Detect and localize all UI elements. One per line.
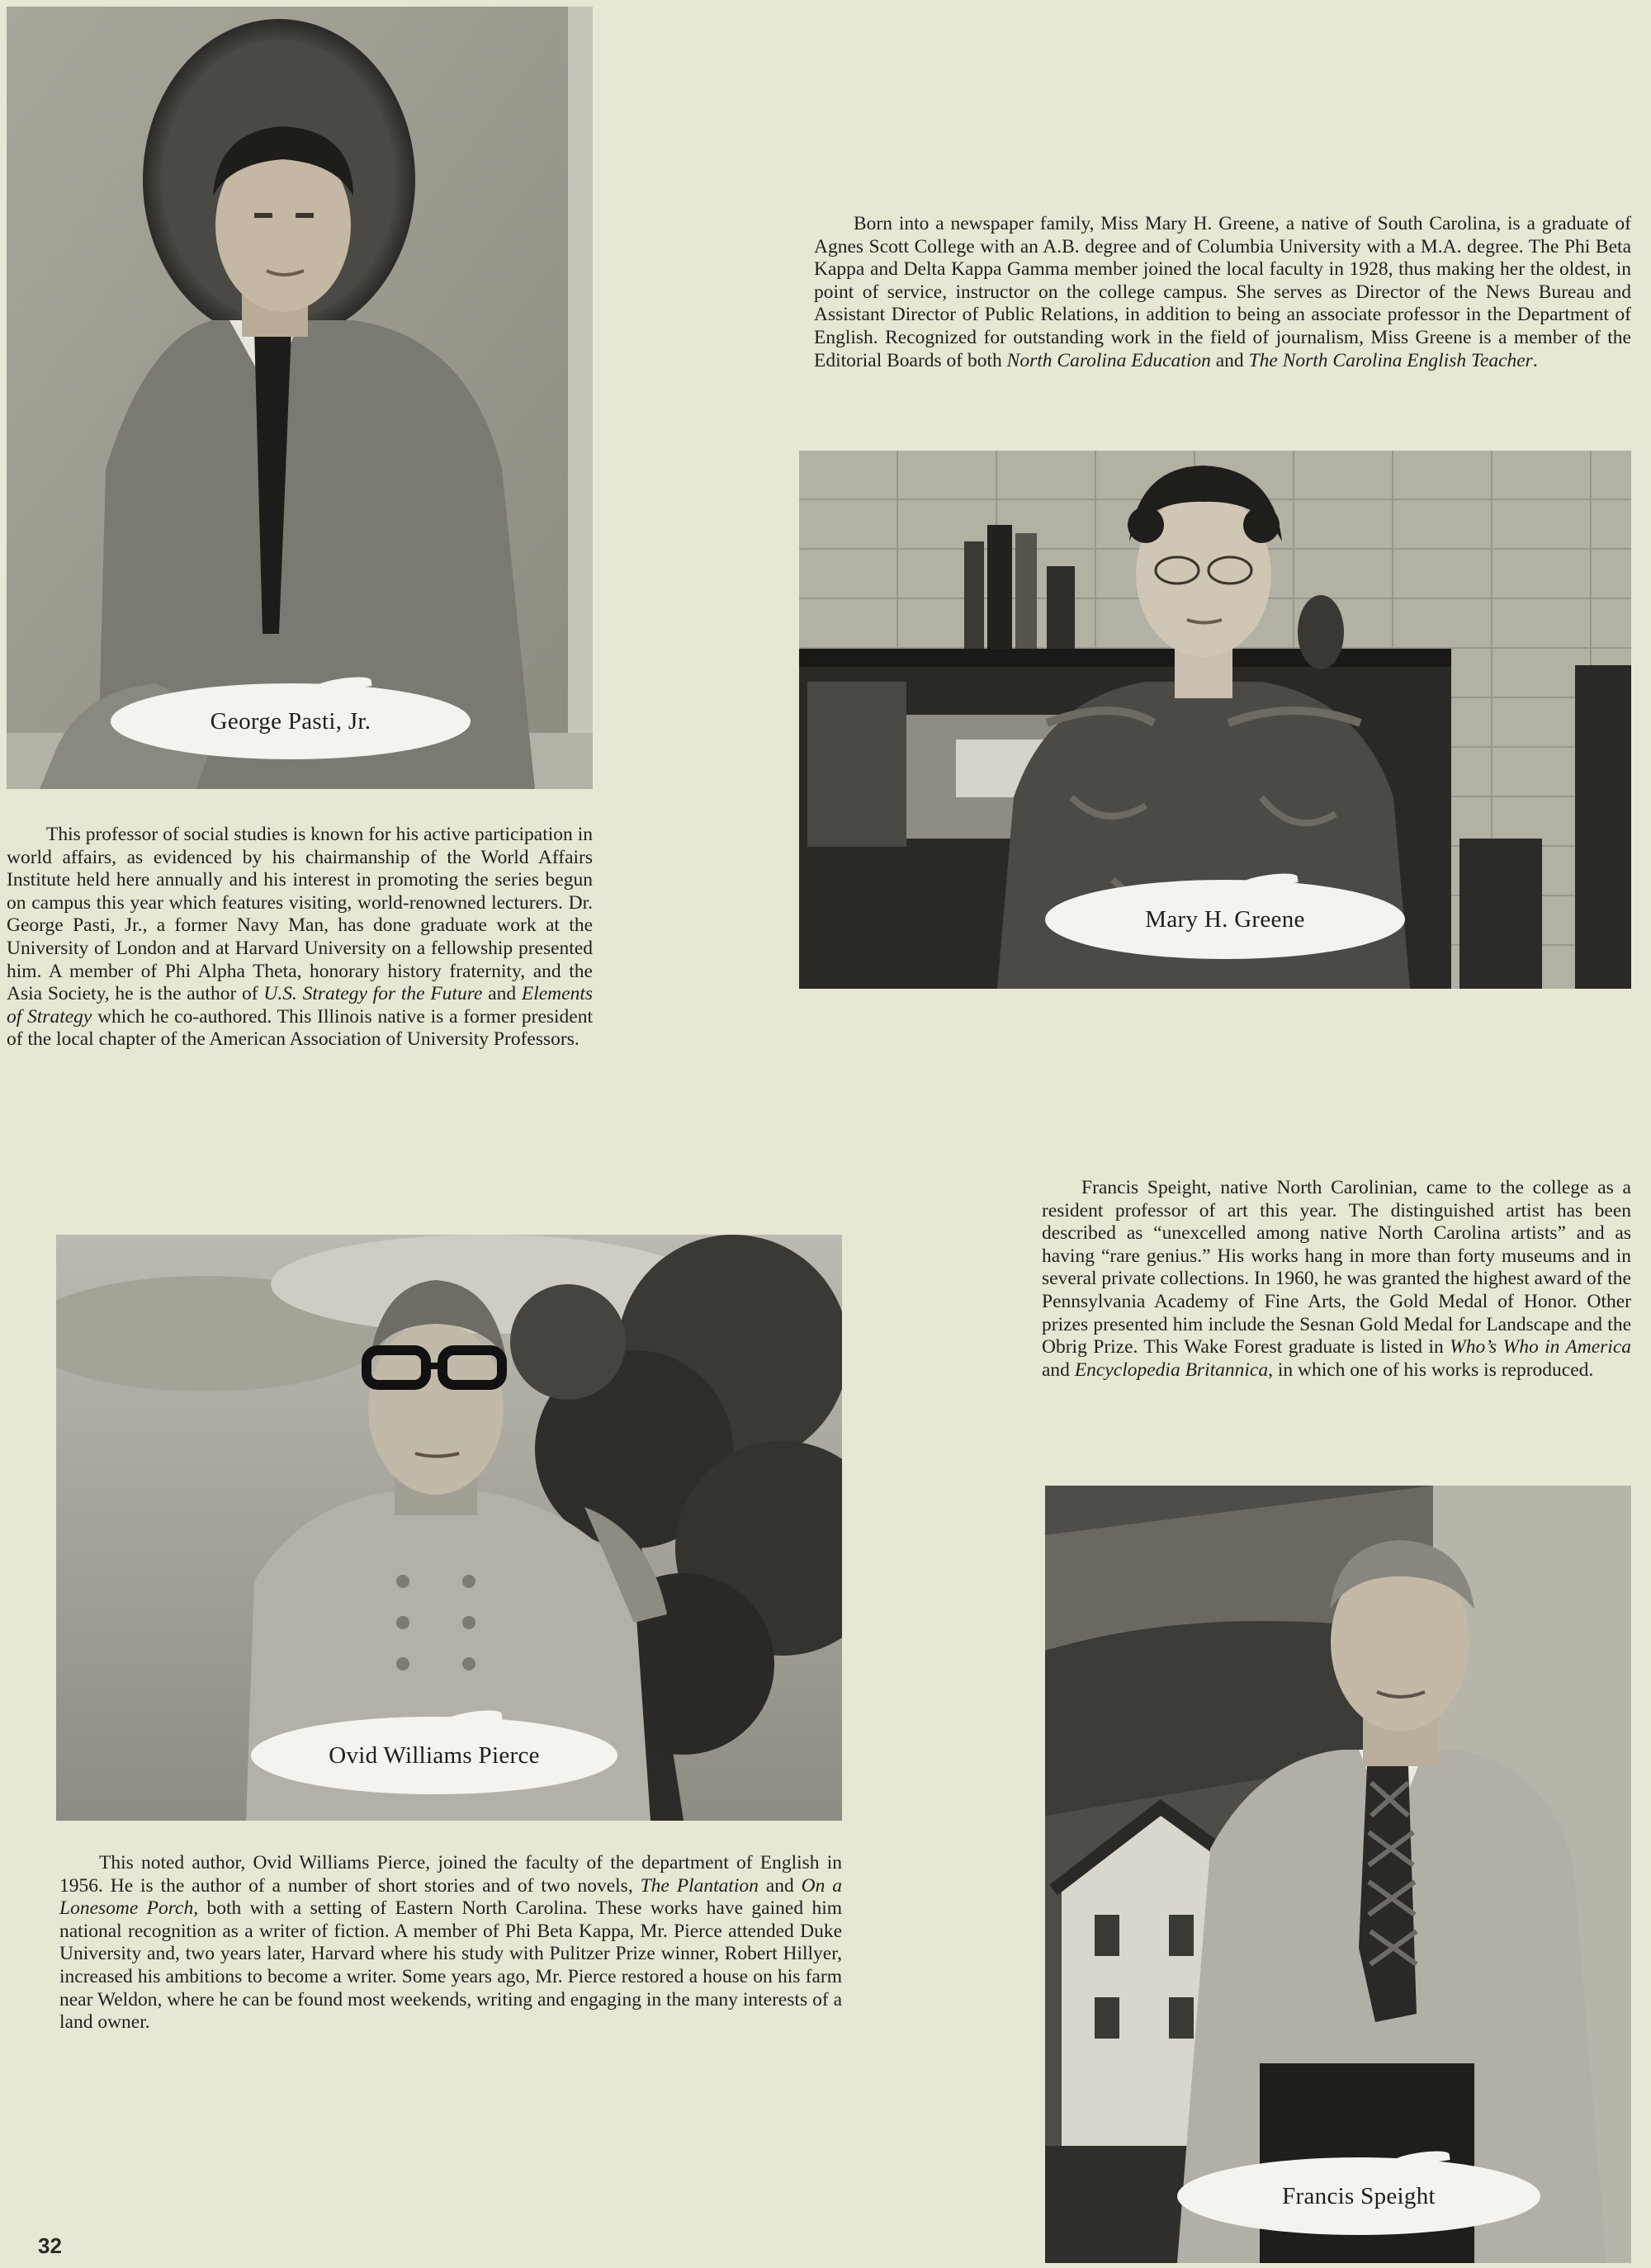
book-title-us-strategy: U.S. Strategy for the Future xyxy=(263,983,483,1005)
book-title-the-plantation: The Plantation xyxy=(640,1874,759,1897)
publication-nc-english-teacher: The North Carolina English Teacher xyxy=(1248,349,1533,371)
portrait-pasti-image xyxy=(7,7,593,789)
caption-ovid-pierce-text: Ovid Williams Pierce xyxy=(329,1741,540,1769)
publication-encyclopedia-britannica: Encyclopedia Britannica xyxy=(1074,1358,1269,1381)
caption-mary-greene-text: Mary H. Greene xyxy=(1145,905,1305,933)
caption-francis-speight-text: Francis Speight xyxy=(1282,2182,1436,2209)
bio-mary-greene: Born into a newspaper family, Miss Mary H. Greene, a native of South Carolina, is a graduate of Agnes Scott College with an A.B. degree and of Columbia University with a M.A. degree. The Phi Beta Kappa and Delta Kappa Gamma member joined the local faculty in 1928, thus making her the oldest, in point of service, instructor on the college campus. She serves as Director of the News Bureau and Assistant Director of Public Relations, in addition to being an associate professor in the Department of English. Recognized for outstanding work in the field of journalism, Miss Greene is a member of the Editorial Boards of both North Carolina Education and The North Carolina English Teacher. xyxy=(814,213,1631,371)
bio-ovid-pierce: This noted author, Ovid Williams Pierce, joined the faculty of the department of English in 1956. He is the author of a number of short stories and of two novels, The Plantation and On a Lonesome Porch, both with a setting of Eastern North Carolina. These works have gained him national recognition as a writer of fiction. A member of Phi Beta Kappa, Mr. Pierce attended Duke University and, two years later, Harvard where his study with Pulitzer Prize winner, Robert Hillyer, increased his ambitions to become a writer. Some years ago, Mr. Pierce restored a house on his farm near Weldon, where he can be found most weekends, writing and engaging in the many interests of a land owner. xyxy=(59,1852,842,2034)
photo-george-pasti xyxy=(7,7,593,789)
bio-george-pasti: This professor of social studies is known for his active participation in world affairs, as evidenced by his chairmanship of the World Affairs Institute held here annually and his interest in promoting the series begun on campus this year which features visiting, world-renowned lecturers. Dr. George Pasti, Jr., a former Navy Man, has done graduate work at the University of London and at Harvard University on a fellowship presented him. A member of Phi Alpha Theta, honorary history fraternity, and the Asia Society, he is the author of U.S. Strategy for the Future and Elements of Strategy which he co-authored. This Illinois native is a former president of the local chapter of the American Association of University Professors. xyxy=(7,824,594,1051)
photo-francis-speight xyxy=(1045,1486,1631,2263)
caption-george-pasti xyxy=(111,683,471,759)
publication-whos-who: Who’s Who in America xyxy=(1450,1336,1632,1358)
bio-francis-speight: Francis Speight, native North Carolinian, came to the college as a resident professor of art this year. The distinguished artist has been described as “unexcelled among native North Carolina artists” and as having “rare genius.” His works hang in more than forty museums and in several private collections. In 1960, he was granted the highest award of the Pennsylvania Academy of Fine Arts, the Gold Medal of Honor. Other prizes presented him include the Sesnan Gold Medal for Landscape and the Obrig Prize. This Wake Forest graduate is listed in Who’s Who in America and Encyclopedia Britannica, in which one of his works is reproduced. xyxy=(1042,1177,1632,1381)
caption-ovid-pierce xyxy=(251,1717,617,1794)
caption-mary-greene xyxy=(1045,880,1405,959)
book-title-on-a-lonesome-porch: On a Lonesome Porch xyxy=(59,1874,842,1920)
caption-george-pasti-text: George Pasti, Jr. xyxy=(210,707,371,735)
caption-francis-speight xyxy=(1177,2157,1540,2235)
page-number: 32 xyxy=(38,2233,62,2258)
portrait-speight-image xyxy=(1045,1486,1631,2263)
publication-nc-education: North Carolina Education xyxy=(1006,349,1211,371)
book-title-elements-of-strategy: Elements of Strategy xyxy=(7,983,593,1028)
